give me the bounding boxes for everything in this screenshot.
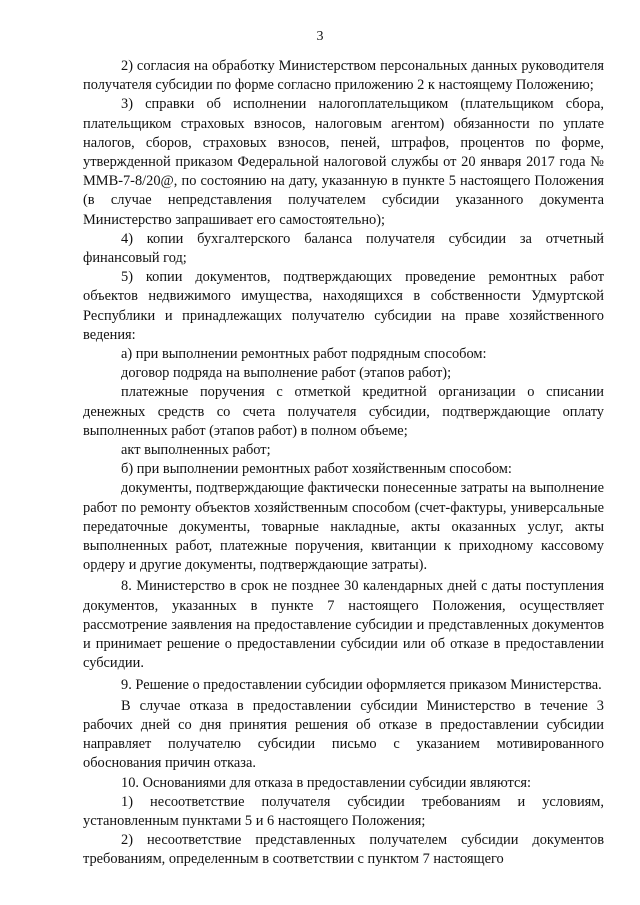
paragraph-tax-certificate: 3) справки об исполнении налогоплательщиком (плательщиком сбора, плательщиком страховых взносов, налоговым агентом) обязанности по уплате налогов, сборов, страховых взносов, пеней, штрафов, процентов по форме, утвержденной приказом Федеральной налоговой службы от 20 января 2017 года № ММВ-7-8/20@, по состоянию на дату, указанную в пункте 5 настоящего Положения (в случае непредставления получателем субсидии указанного документа Министерство запрашивает его самостоятельно); [83,96,604,228]
page-number: 3 [316,29,324,44]
paragraph-balance-sheet: 4) копии бухгалтерского баланса получателя субсидии за отчетный финансовый год; [83,230,604,267]
paragraph-refusal-reason-1: 1) несоответствие получателя субсидии требованиям и условиям, установленным пунктами 5 и 6 настоящего Положения; [83,793,604,829]
paragraph-cost-documents: документы, подтверждающие фактически понесенные затраты на выполнение работ по ремонту объектов хозяйственным способом (счет-фактуры, универсальные передаточные документы, товарные накладные, акты оказанных услуг, акты выполненных работ, платежные поручения, квитанции к приходному кассовому ордеру и другие документы, подтверждающие затраты). [83,480,604,574]
paragraph-contract-agreement: договор подряда на выполнение работ (этапов работ); [121,365,452,382]
paragraph-item-9: 9. Решение о предоставлении субсидии оформляется приказом Министерства. [121,676,602,693]
paragraph-own-method: б) при выполнении ремонтных работ хозяйственным способом: [121,461,512,478]
paragraph-payment-orders: платежные поручения с отметкой кредитной организации о списании денежных средств со счета получателя субсидии, подтверждающие оплату выполненных работ (этапов работ) в полном объеме; [83,384,604,439]
document-body [83,57,604,870]
paragraph-refusal-notice: В случае отказа в предоставлении субсидии Министерство в течение 3 рабочих дней со дня принятия решения об отказе в предоставлении субсидии направляет получателю субсидии письмо с указанием мотивированного обоснования причин отказа. [83,697,604,772]
paragraph-item-8: 8. Министерство в срок не позднее 30 календарных дней с даты поступления документов, указанных в пункте 7 настоящего Положения, осуществляет рассмотрение заявления на предоставление субсидии и представленных документов и принимает решение о предоставлении субсидии или об отказе в предоставлении субсидии. [83,578,604,672]
paragraph-consent-personal-data: 2) согласия на обработку Министерством персональных данных руководителя получателя субсидии по форме согласно приложению 2 к настоящему Положению; [83,58,604,94]
paragraph-refusal-reason-2: 2) несоответствие представленных получателем субсидии документов требованиям, определенным в соответствии с пунктом 7 настоящего [83,832,604,868]
paragraph-repair-documents: 5) копии документов, подтверждающих проведение ремонтных работ объектов недвижимого имущества, находящихся в собственности Удмуртской Республики и принадлежащих получателю субсидии на праве хозяйственного ведения: [83,269,604,343]
paragraph-item-10: 10. Основаниями для отказа в предоставлении субсидии являются: [121,774,531,791]
paragraph-contract-method: а) при выполнении ремонтных работ подрядным способом: [121,346,487,363]
paragraph-completion-act: акт выполненных работ; [121,442,271,459]
